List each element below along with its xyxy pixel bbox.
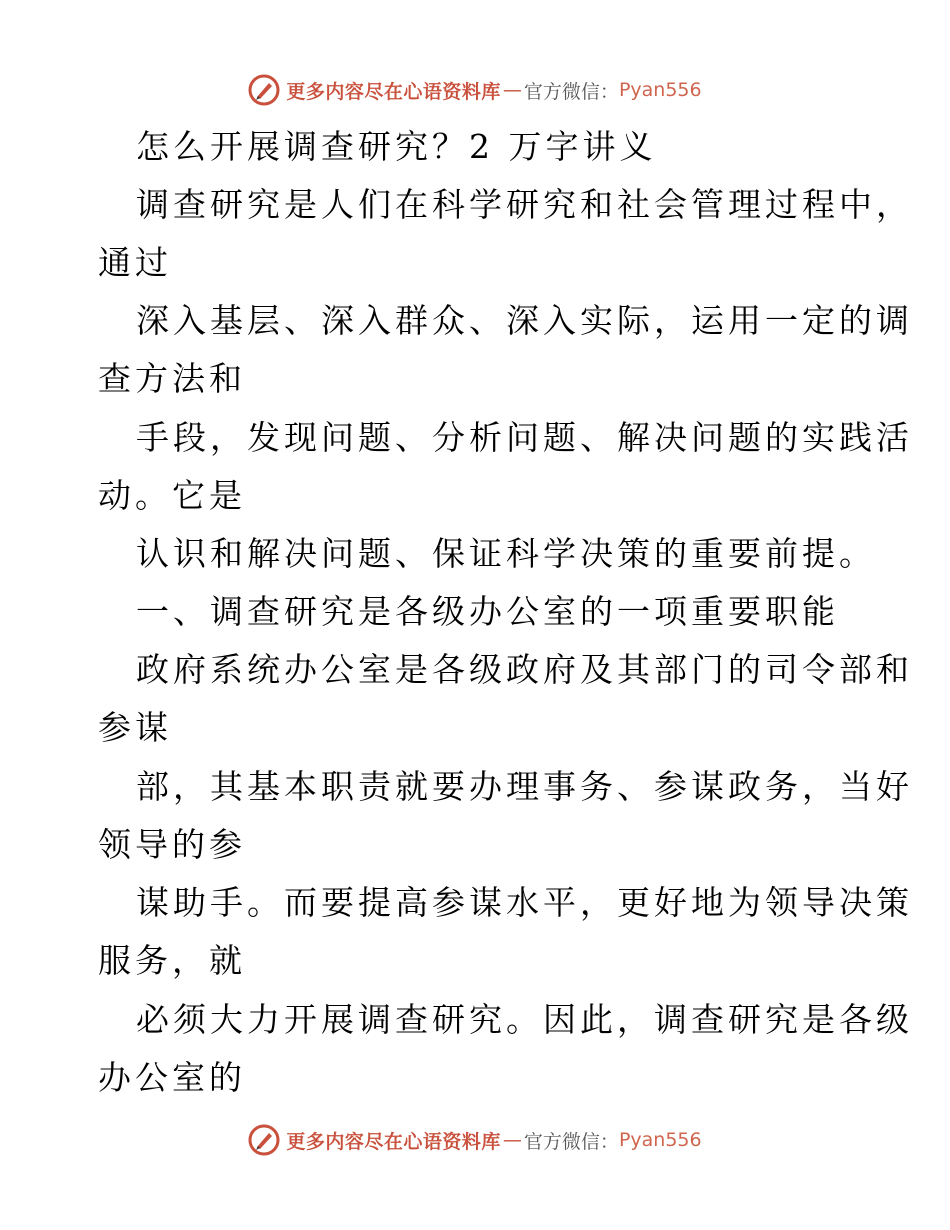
document-title: 怎么开展调查研究？2 万字讲义 [136,127,657,166]
paragraph-line: 办公室的 [98,1058,246,1097]
section-heading: 一、调查研究是各级办公室的一项重要职能 [136,592,839,631]
paragraph-line: 手段，发现问题、分析问题、解决问题的实践活 [136,418,913,457]
paragraph-line: 深入基层、深入群众、深入实际，运用一定的调 [136,301,913,340]
paragraph-line: 参谋 [98,708,172,747]
paragraph-line: 政府系统办公室是各级政府及其部门的司令部和 [136,650,913,689]
watermark-wechat-id: Pyan556 [618,79,702,101]
pen-logo-icon [248,1124,280,1156]
watermark-wechat-label: 官方微信： [523,80,619,103]
header-watermark [0,70,950,110]
paragraph-line: 服务，就 [98,941,246,980]
paragraph-line: 调查研究是人们在科学研究和社会管理过程中， [136,185,913,224]
watermark-wechat-label: 官方微信： [523,1130,619,1153]
footer-watermark [0,1120,950,1160]
watermark-main-text: 更多内容尽在心语资料库 [286,1130,501,1153]
paragraph-line: 动。它是 [98,476,246,515]
paragraph-line: 认识和解决问题、保证科学决策的重要前提。 [136,534,876,573]
watermark-separator: — [502,79,522,101]
paragraph-line: 必须大力开展调查研究。因此，调查研究是各级 [136,1000,913,1039]
watermark-main-text: 更多内容尽在心语资料库 [286,80,501,103]
paragraph-line: 领导的参 [98,825,246,864]
watermark-separator: — [502,1129,522,1151]
paragraph-line: 查方法和 [98,359,246,398]
paragraph-line: 部，其基本职责就要办理事务、参谋政务，当好 [136,767,913,806]
paragraph-line: 谋助手。而要提高参谋水平，更好地为领导决策 [136,883,913,922]
watermark-wechat-id: Pyan556 [618,1129,702,1151]
pen-logo-icon [248,74,280,106]
paragraph-line: 通过 [98,243,172,282]
